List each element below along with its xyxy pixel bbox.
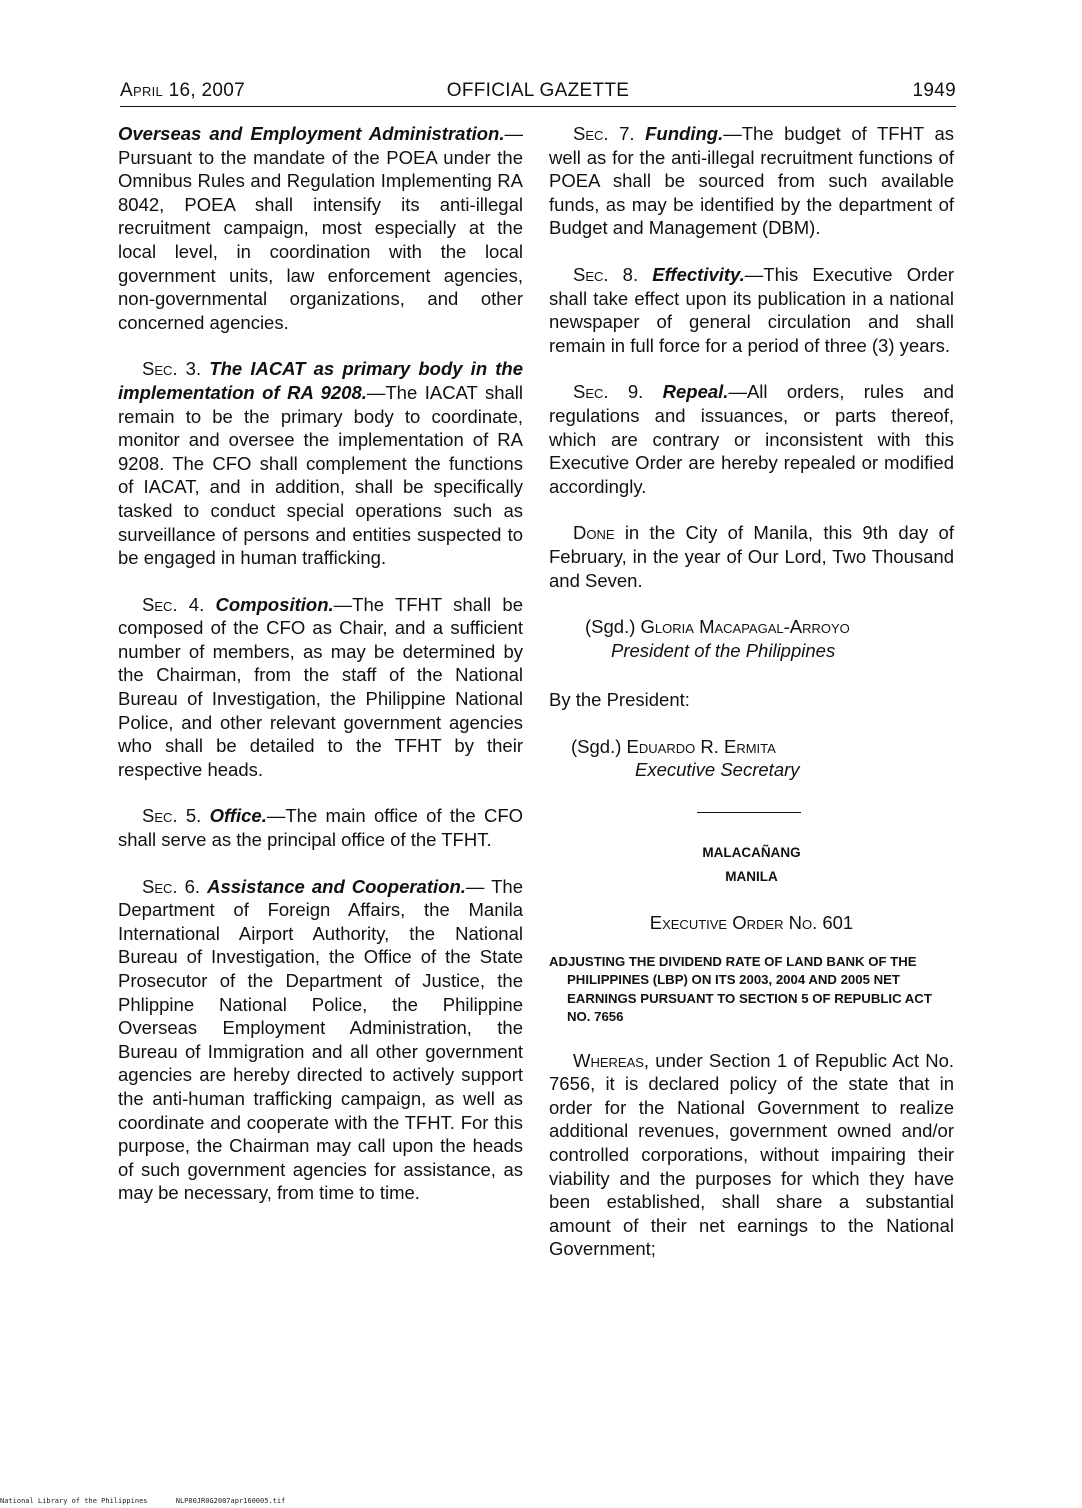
signatory-title: Executive Secretary xyxy=(635,759,800,781)
section-heading: Funding. xyxy=(645,123,724,144)
section-7 xyxy=(549,122,954,240)
section-heading: Office. xyxy=(209,805,267,827)
header-rule xyxy=(120,106,956,107)
section-text: —The budget of TFHT as well as for the anti-illegal recruitment functions of POEA shall be sourced from such available funds, as may be identified by the department of Budget and Management (DBM). xyxy=(549,123,955,239)
page-number: 1949 xyxy=(912,80,956,101)
section-label: Sec. 4. xyxy=(142,593,205,615)
done-text: in the City of Manila, this 9th day of February, in the year of Our Lord, Two Thousand and Seven. xyxy=(549,522,954,591)
executive-order-title: Executive Order No. 601 xyxy=(649,912,854,934)
secretary-signature xyxy=(549,735,954,782)
place-line-1: MALACAÑANG xyxy=(702,845,801,861)
whereas-paragraph xyxy=(549,1049,954,1261)
done-paragraph xyxy=(549,521,954,592)
signatory-name: Eduardo R. Ermita xyxy=(626,735,776,757)
section-text: — The Department of Foreign Affairs, the Manila International Airport Authority, the National Bureau of Investigation, the Office of the State Prosecutor of the Department of Justice, the Phlippine National Police, the Philippine Overseas Employment Administration, the Bureau of Immigration and all other government agencies are hereby directed to actively support the anti-human trafficking campaign, as well as coordinate and cooperate with the TFHT. For this purpose, the Chairman may call upon the heads of such government agencies for assistance, as may be necessary, from time to time. xyxy=(118,875,523,1204)
president-signature xyxy=(549,615,954,662)
section-text: —The TFHT shall be composed of the CFO as Chair, and a sufficient number of members, as may be determined by the Chairman, from the staff of the National Bureau of Investigation, the Philippine National Police, and other relevant government agencies who shall be detailed to the TFHT by their respective heads. xyxy=(118,593,523,780)
whereas-label: Whereas xyxy=(573,1049,644,1071)
section-heading: The IACAT as primary body in the implementation of RA 9208. xyxy=(118,358,524,403)
section-text: —This Executive Order shall take effect upon its publication in a national newspaper of general circulation and shall remain in full force for a period of three (3) years. xyxy=(549,263,955,356)
right-column xyxy=(549,122,954,1284)
section-label: Sec. 7. xyxy=(573,123,635,144)
section-label: Sec. 9. xyxy=(573,381,644,403)
section-divider xyxy=(697,812,801,813)
section-label: Sec. 8. xyxy=(573,263,639,285)
section-heading: Repeal. xyxy=(662,381,729,403)
left-column xyxy=(118,122,523,1228)
section-4 xyxy=(118,593,523,782)
scan-filename: NLP00JR0G2007apr160005.tif xyxy=(175,1497,286,1505)
section-label: Sec. 5. xyxy=(142,805,202,827)
executive-order-subject: ADJUSTING THE DIVIDEND RATE OF LAND BANK OF THE PHILIPPINES (LBP) ON ITS 2003, 2004 AND 2005 NET EARNINGS PURSUANT TO SECTION 5 OF REPUBLIC ACT NO. 7656 xyxy=(549,953,932,1025)
scan-footer xyxy=(0,1497,309,1505)
poea-paragraph xyxy=(118,122,523,334)
section-label: Sec. 3. xyxy=(142,358,202,380)
section-heading: Composition. xyxy=(215,593,334,615)
page-header xyxy=(120,80,956,108)
done-label: Done xyxy=(573,522,615,544)
signatory-title: President of the Philippines xyxy=(611,639,836,661)
issue-date: April 16, 2007 xyxy=(120,80,246,101)
library-credit: National Library of the Philippines xyxy=(0,1497,148,1505)
sgd-prefix: (Sgd.) xyxy=(571,735,627,757)
section-label: Sec. 6. xyxy=(142,875,201,897)
section-heading: Effectivity. xyxy=(652,263,745,285)
section-5 xyxy=(118,804,523,851)
whereas-text: , under Section 1 of Republic Act No. 7656, it is declared policy of the state that in order for the National Government to realize additional revenues, government owned and/or controlled corporations, without impairing their viability and the purposes for which they have been established, shall share a substantial amount of their net earnings to the National Government; xyxy=(549,1049,954,1260)
by-the-president: By the President: xyxy=(549,689,690,711)
section-text: —All orders, rules and regulations and issuances, or parts thereof, which are contrary or inconsistent with this Executive Order are hereby repealed or modified accordingly. xyxy=(549,381,955,497)
section-text: —Pursuant to the mandate of the POEA under the Omnibus Rules and Regulation Implementing RA 8042, POEA shall intensify its anti-illegal recruitment campaign, most especially at the local level, in coordination with the local government units, law enforcement agencies, non-governmental organizations, and other concerned agencies. xyxy=(118,123,523,333)
section-8 xyxy=(549,263,954,357)
signatory-name: Gloria Macapagal-Arroyo xyxy=(640,616,850,638)
section-heading: Assistance and Cooperation. xyxy=(207,875,466,897)
publication-title: OFFICIAL GAZETTE xyxy=(446,80,630,101)
section-3 xyxy=(118,357,523,569)
sgd-prefix: (Sgd.) xyxy=(585,616,641,638)
section-6 xyxy=(118,875,523,1205)
section-9 xyxy=(549,380,954,498)
section-text: —The IACAT shall remain to be the primary body to coordinate, monitor and oversee the implementation of RA 9208. The CFO shall complement the functions of IACAT, and in addition, shall be specifically tasked to conduct special operations such as surveillance of persons and entities suspected to be engaged in human trafficking. xyxy=(118,381,523,569)
place-line-2: MANILA xyxy=(725,869,778,885)
section-text: —The main office of the CFO shall serve as the principal office of the TFHT. xyxy=(118,805,524,851)
section-heading: Overseas and Employment Administration. xyxy=(118,123,505,144)
